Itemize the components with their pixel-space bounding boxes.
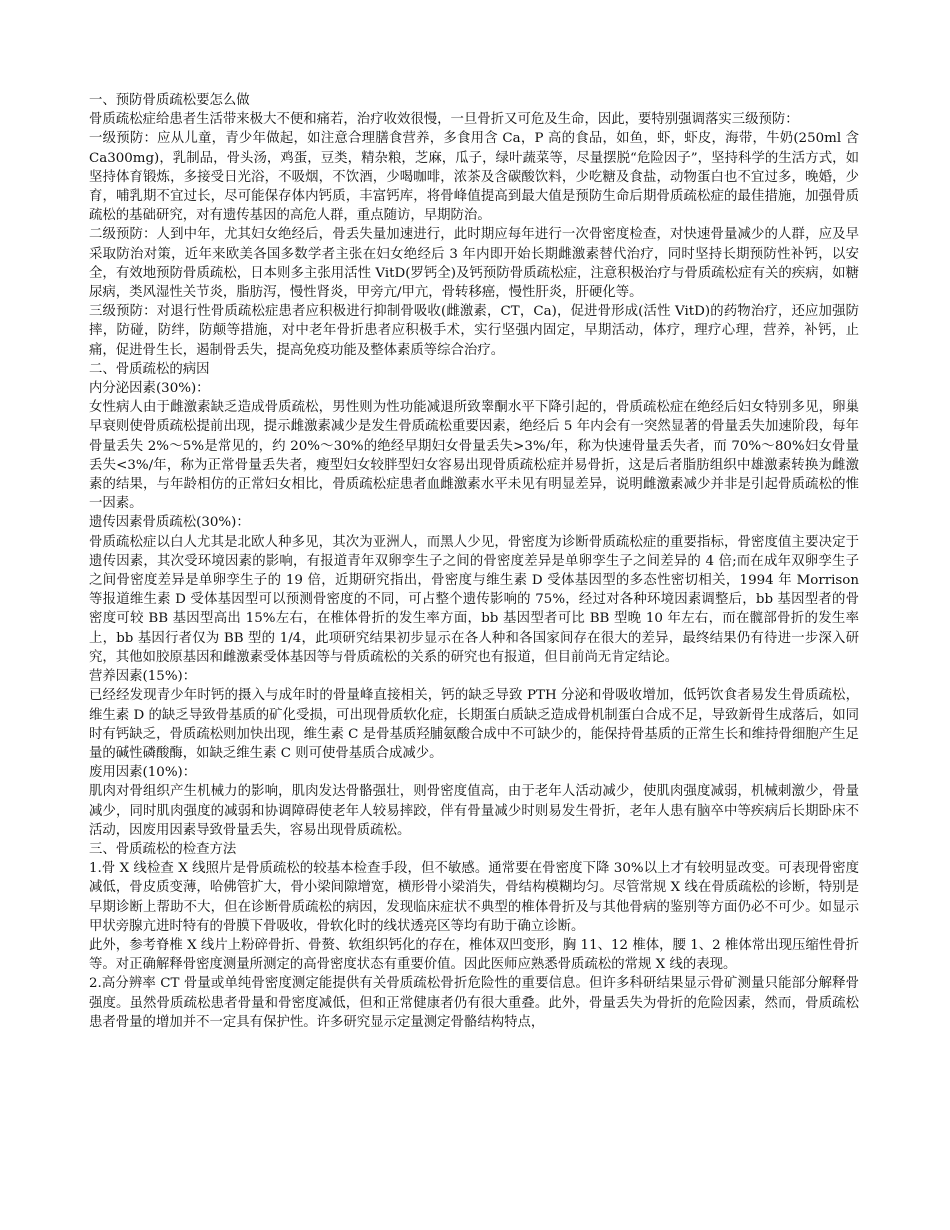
section-heading-examination: 三、骨质疏松的检查方法	[89, 841, 237, 857]
subheading-genetic: 遗传因素骨质疏松(30%)：	[89, 515, 250, 531]
paragraph-secondary-prevention: 二级预防：人到中年，尤其妇女绝经后，骨丢失量加速进行，此时期应每年进行一次骨密度检查，对快速骨量减少的人群，应及早采取防治对策，近年来欧美各国多数学者主张在妇女绝经后 3 年内即开始长期雌激素替代治疗，同时坚持长期预防性补钙，以安全，有效地预防骨质疏松，日本则多主张用活性 VitD(罗钙全)及钙预防骨质疏松症，注意积极治疗与骨质疏松症有关的疾病，如糖尿病，类风湿性关节炎，脂肪泻，慢性肾炎，甲旁亢/甲亢，骨转移癌，慢性肝炎，肝硬化等。	[89, 227, 859, 301]
paragraph-xray: 1.骨 X 线检查 X 线照片是骨质疏松的较基本检查手段，但不敏感。通常要在骨密度下降 30%以上才有较明显改变。可表现骨密度减低，骨皮质变薄，哈佛管扩大，骨小梁间隙增宽，横形骨小梁消失，骨结构模糊均匀。尽管常规 X 线在骨质疏松的诊断，特别是早期诊断上帮助不大，但在诊断骨质疏松的病因，发现临床症状不典型的椎体骨折及与其他骨病的鉴别等方面仍必不可少。如显示甲状旁腺亢进时特有的骨膜下骨吸收，骨软化时的线状透亮区等均有助于确立诊断。	[89, 861, 859, 934]
subheading-endocrine: 内分泌因素(30%)：	[89, 381, 210, 397]
paragraph-endocrine: 女性病人由于雌激素缺乏造成骨质疏松，男性则为性功能减退所致睾酮水平下降引起的，骨质疏松症在绝经后妇女特别多见，卵巢早衰则使骨质疏松提前出现，提示雌激素减少是发生骨质疏松重要因素，绝经后 5 年内会有一突然显著的骨量丢失加速阶段，每年骨量丢失 2%～5%是常见的，约 20%～30%的绝经早期妇女骨量丢失>3%/年，称为快速骨量丢失者，而 70%～80%妇女骨量丢失<3%/年，称为正常骨量丢失者，瘦型妇女较胖型妇女容易出现骨质疏松症并易骨折，这是后者脂肪组织中雄激素转换为雌激素的结果，与年龄相仿的正常妇女相比，骨质疏松症患者血雌激素水平未见有明显差异，说明雌激素减少并非是引起骨质疏松的惟一因素。	[89, 400, 859, 512]
paragraph-genetic: 骨质疏松症以白人尤其是北欧人种多见，其次为亚洲人，而黑人少见，骨密度为诊断骨质疏松症的重要指标，骨密度值主要决定于遗传因素，其次受环境因素的影响，有报道青年双卵孪生子之间的骨密度差异是单卵孪生子之间差异的 4 倍;而在成年双卵孪生子之间骨密度差异是单卵孪生子的 19 倍，近期研究指出，骨密度与维生素 D 受体基因型的多态性密切相关，1994 年 Morrison 等报道维生素 D 受体基因型可以预测骨密度的不同，可占整个遗传影响的 75%，经过对各种环境因素调整后，bb 基因型者的骨密度可较 BB 基因型高出 15%左右，在椎体骨折的发生率方面，bb 基因型者可比 BB 型晚 10 年左右，而在髋部骨折的发生率上，bb 基因行者仅为 BB 型的 1/4，此项研究结果初步显示在各人种和各国家间存在很大的差异，最终结果仍有待进一步深入研究，其他如胶原基因和雌激素受体基因等与骨质疏松的关系的研究也有报道，但目前尚无肯定结论。	[89, 534, 859, 665]
document-page	[89, 91, 859, 1032]
paragraph-ct: 2.高分辨率 CT 骨量或单纯骨密度测定能提供有关骨质疏松骨折危险性的重要信息。但许多科研结果显示骨矿测量只能部分解释骨强度。虽然骨质疏松患者骨量和骨密度减低，但和正常健康者仍有很大重叠。此外，骨量丢失为骨折的危险因素，然而，骨质疏松患者骨量的增加并不一定具有保护性。许多研究显示定量测定骨骼结构特点，	[89, 976, 859, 1030]
section-heading-causes: 二、骨质疏松的病因	[89, 361, 210, 377]
subheading-nutrition: 营养因素(15%)：	[89, 669, 197, 685]
paragraph-nutrition: 已经经发现青少年时钙的摄入与成年时的骨量峰直接相关，钙的缺乏导致 PTH 分泌和骨吸收增加，低钙饮食者易发生骨质疏松，维生素 D 的缺乏导致骨基质的矿化受损，可出现骨质软化症，长期蛋白质缺乏造成骨机制蛋白合成不足，导致新骨生成落后，如同时有钙缺乏，骨质疏松则加快出现，维生素 C 是骨基质羟脯氨酸合成中不可缺少的，能保持骨基质的正常生长和维持骨细胞产生足量的碱性磷酸酶，如缺乏维生素 C 则可使骨基质合成减少。	[89, 688, 859, 761]
paragraph-disuse: 肌肉对骨组织产生机械力的影响，肌肉发达骨骼强壮，则骨密度值高，由于老年人活动减少，使肌肉强度减弱，机械刺激少，骨量减少，同时肌肉强度的减弱和协调障碍使老年人较易摔跤，伴有骨量减少时则易发生骨折，老年人患有脑卒中等疾病后长期卧床不活动，因废用因素导致骨量丢失，容易出现骨质疏松。	[89, 784, 859, 838]
paragraph-spine-xray: 此外，参考脊椎 X 线片上粉碎骨折、骨赘、软组织钙化的存在，椎体双凹变形，胸 11、12 椎体，腰 1、2 椎体常出现压缩性骨折等。对正确解释骨密度测量所测定的高骨密度状态有重要价值。因此医师应熟悉骨质疏松的常规 X 线的表现。	[89, 937, 859, 973]
paragraph-intro: 骨质疏松症给患者生活带来极大不便和痛若，治疗收效很慢，一旦骨折又可危及生命，因此，要特别强调落实三级预防：	[89, 112, 799, 128]
section-heading-prevention: 一、预防骨质疏松要怎么做	[89, 93, 250, 108]
subheading-disuse: 废用因素(10%)：	[89, 765, 197, 781]
paragraph-tertiary-prevention: 三级预防：对退行性骨质疏松症患者应积极进行抑制骨吸收(雌激素，CT，Ca)，促进骨形成(活性 VitD)的药物治疗，还应加强防摔，防碰，防绊，防颠等措施，对中老年骨折患者应积极手术，实行坚强内固定，早期活动，体疗，理疗心理，营养，补钙，止痛，促进骨生长，遏制骨丢失，提高免疫功能及整体素质等综合治疗。	[89, 304, 859, 358]
paragraph-primary-prevention: 一级预防：应从儿童，青少年做起，如注意合理膳食营养，多食用含 Ca，P 高的食品，如鱼，虾，虾皮，海带，牛奶(250ml 含 Ca300mg)，乳制品，骨头汤，鸡蛋，豆类，精杂粮，芝麻，瓜子，绿叶蔬菜等，尽量摆脱“危险因子”，坚持科学的生活方式，如坚持体育锻炼，多接受日光浴，不吸烟，不饮酒，少喝咖啡，浓茶及含碳酸饮料，少吃糖及食盐，动物蛋白也不宜过多，晚婚，少育，哺乳期不宜过长，尽可能保存体内钙质，丰富钙库，将骨峰值提高到最大值是预防生命后期骨质疏松症的最佳措施，加强骨质疏松的基础研究，对有遗传基因的高危人群，重点随访，早期防治。	[89, 131, 859, 224]
